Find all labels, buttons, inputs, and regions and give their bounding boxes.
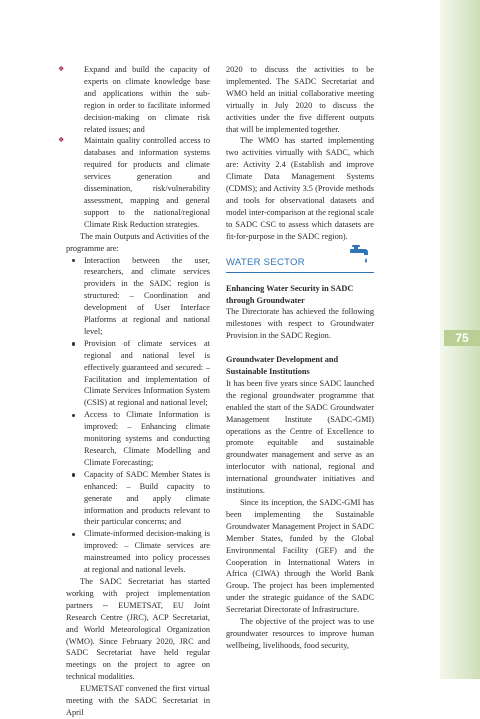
page-number: 75 [444, 330, 480, 346]
diamond-item: ❖ Maintain quality controlled access to databases and information systems required for products and climate services generation and dissemination, risk/vulnerability assessment, mapping and general support to the national/regional Climate Risk Reduction strategies. [66, 135, 210, 230]
water-tap-icon [348, 245, 370, 273]
section-title: WATER SECTOR [226, 256, 305, 268]
list-item: Capacity of SADC Member States is enhanced: – Build capacity to generate and apply climate information and products relevant to their particular concerns; and [66, 469, 210, 529]
paragraph: Since its inception, the SADC-GMI has been implementing the Sustainable Groundwater Management Project in SADC Member States, funded by the Global Environmental Facility (GEF) and the Cooperation in International Waters in Africa (CIWA) through the World Bank Group. The project has been implemented under the strategic guidance of the SADC Secretariat Directorate of Infrastructure. [226, 498, 374, 615]
paragraph: 2020 to discuss the activities to be implemented. The SADC Secretariat and WMO held an initial collaborative meeting virtually in July 2020 to discuss the activities under the five different outputs that will be implemented together. [226, 65, 374, 134]
list-item: Climate-informed decision-making is improved: – Climate services are mainstreamed into policy processes at regional and national levels. [66, 528, 210, 576]
paragraph: The WMO has started implementing two activities virtually with SADC, which are: Activity 2.4 (Establish and improve Climate Data Management Systems (CDMS); and Activity 3.5 (Provide methods and tools for observational datasets and model inter-comparison at the regional scale to SADC CSC to assess which datasets are fit-for-purpose in the SADC region). [226, 136, 374, 241]
left-column [66, 64, 210, 719]
list-item: Access to Climate Information is improved: – Enhancing climate monitoring systems and conducting Research, Climate Modelling and Climate Forecasting; [66, 409, 210, 469]
paragraph: The objective of the project was to use groundwater resources to improve human wellbeing, livelihoods, food security, [226, 617, 374, 650]
right-column [226, 64, 374, 652]
paragraph: It has been five years since SADC launched the regional groundwater programme that enabled the start of the SADC Groundwater Management Institute (SADC-GMI) operations as the Centre of Excellence to promote equitable and sustainable groundwater management and serve as an interlocutor with national, regional and international groundwater initiatives and institutions. [226, 378, 374, 496]
list-item: Provision of climate services at regional and national level is effectively guaranteed and secured: – Facilitation and implementation of Climate Services Information System (CSIS) at regional and national level; [66, 338, 210, 409]
outputs-intro: The main Outputs and Activities of the programme are: [66, 231, 210, 253]
paragraph: The SADC Secretariat has started working with project implementation partners -- EUMETSAT, EU Joint Research Centre (JRC), ACP Secretariat, and World Meteorological Organization (WMO). Since February 2020, JRC and SADC Secretariat have held regular meetings on the project to agree on technical modalities. [66, 576, 210, 682]
paragraph: The Directorate has achieved the following milestones with respect to Groundwater Provision in the SADC Region. [226, 307, 374, 341]
list-item: Interaction between the user, researchers, and climate services providers in the SADC region is structured: – Coordination and development of User Interface Platforms at regional and national level; [66, 255, 210, 338]
outputs-list [66, 255, 210, 576]
section-heading: Enhancing Water Security in SADC through Groundwater [226, 283, 354, 305]
section-heading: Groundwater Development and Sustainable Institutions [226, 355, 339, 377]
section-header [226, 251, 374, 273]
section-divider [226, 272, 374, 273]
diamond-item: ❖ Expand and build the capacity of experts on climate knowledge base and applications within the sub-region in order to facilitate informed decision-making on climate risk related issues; and [66, 64, 210, 135]
paragraph: EUMETSAT convened the first virtual meeting with the SADC Secretariat in April [66, 684, 210, 717]
diamond-list [66, 64, 210, 231]
